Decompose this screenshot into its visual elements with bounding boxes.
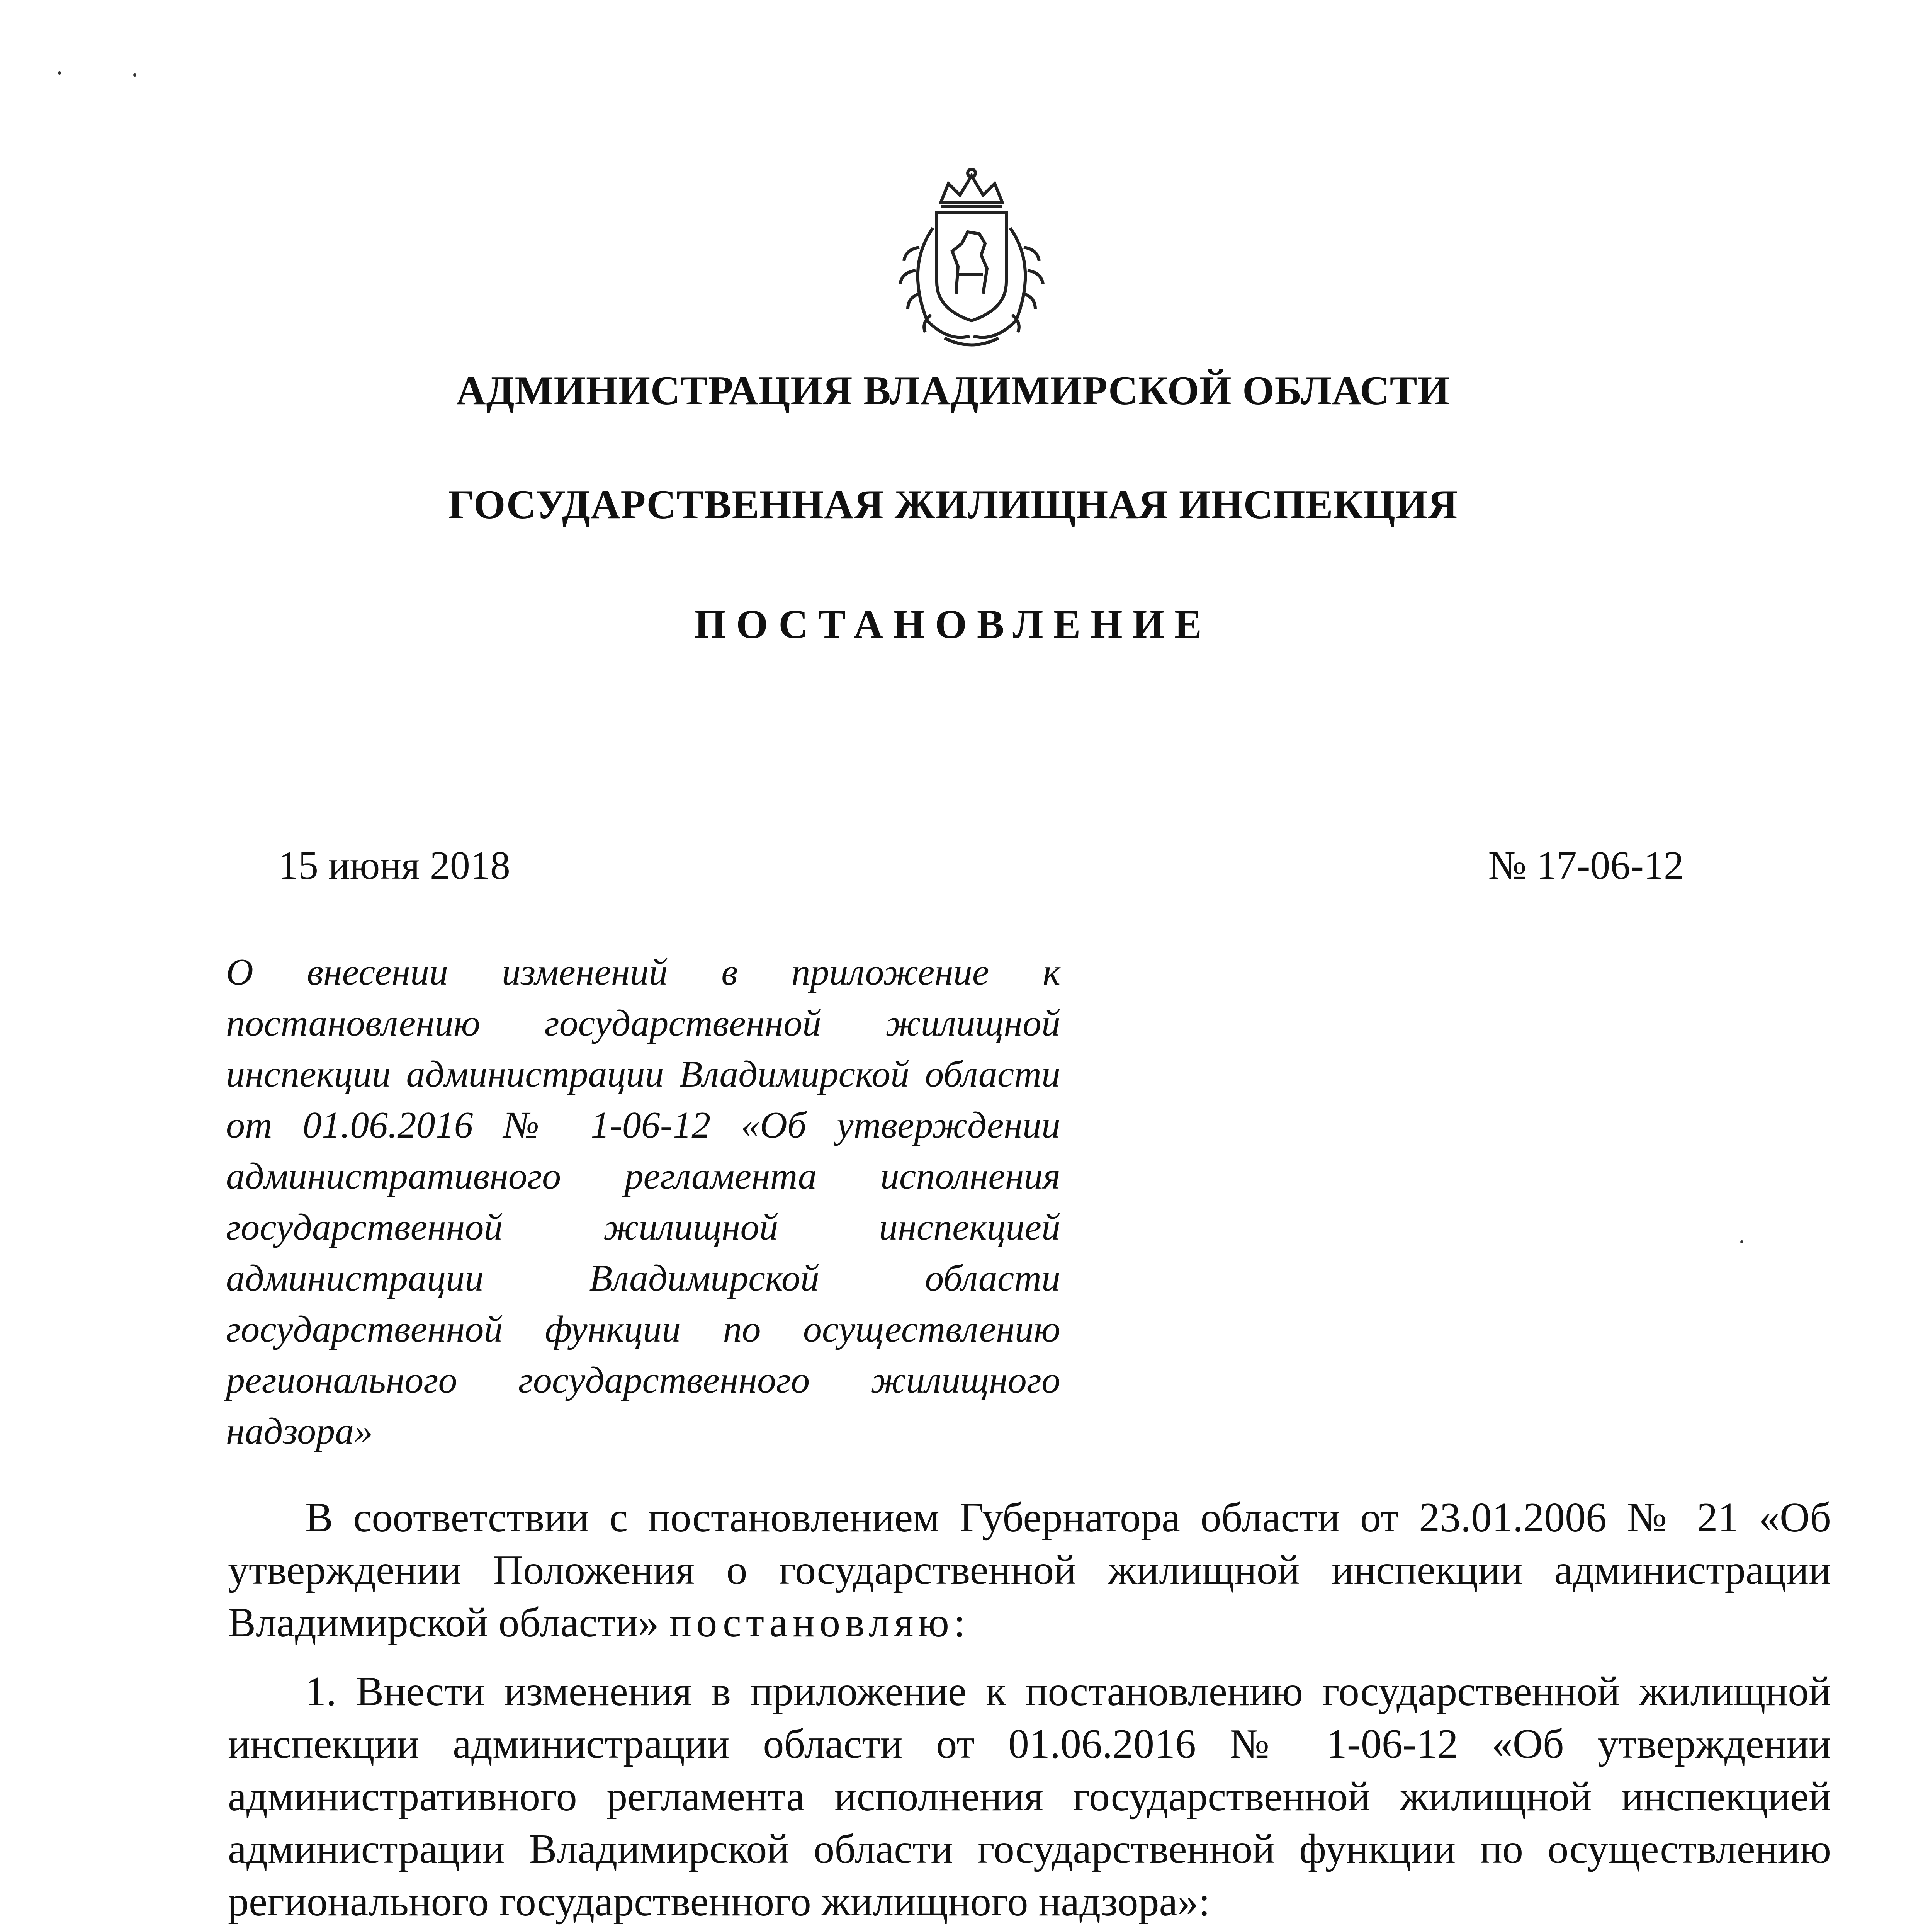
resolve-keyword: постановляю:	[669, 1600, 970, 1646]
document-type-title: ПОСТАНОВЛЕНИЕ	[694, 602, 1212, 647]
document-number: № 17-06-12	[1488, 843, 1684, 888]
document-body	[228, 1492, 1831, 1932]
scan-speck	[133, 73, 136, 77]
coat-of-arms-emblem	[890, 166, 1053, 352]
document-subject: О внесении изменений в приложение к постановлению государственной жилищной инспекции администрации Владимирской области от 01.06.2016 № 1-06-12 «Об утверждении административного регламента исполнения государственной жилищной инспекцией администрации Владимирской области государственной функции по осуществлению регионального государственного жилищного надзора»	[226, 951, 1060, 1452]
intro-text: В соответствии с постановлением Губернатора области от 23.01.2006 № 21 «Об утверждении Положения о государственной жилищной инспекции администрации Владимирской области»	[228, 1495, 1831, 1646]
organization-title: АДМИНИСТРАЦИЯ ВЛАДИМИРСКОЙ ОБЛАСТИ	[456, 368, 1450, 413]
scan-speck	[1740, 1240, 1743, 1243]
department-title: ГОСУДАРСТВЕННАЯ ЖИЛИЩНАЯ ИНСПЕКЦИЯ	[448, 482, 1458, 527]
document-date: 15 июня 2018	[278, 843, 510, 888]
item-1-paragraph: 1. Внести изменения в приложение к постановлению государственной жилищной инспекции администрации области от 01.06.2016 № 1-06-12 «Об утверждении административного регламента исполнения государственной жилищной инспекцией администрации Владимирской области государственной функции по осуществлению регионального государственного жилищного надзора»:	[228, 1668, 1831, 1925]
intro-paragraph	[228, 1492, 1831, 1649]
scan-speck	[58, 71, 61, 75]
